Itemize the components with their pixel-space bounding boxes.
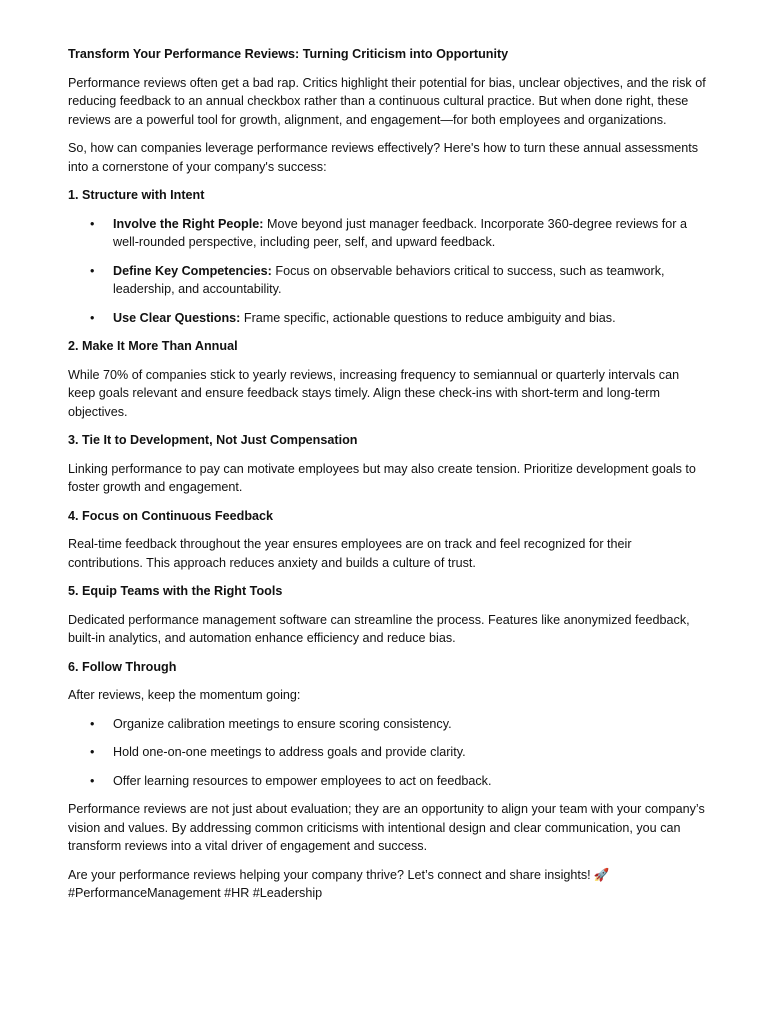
intro-paragraph-1: Performance reviews often get a bad rap. Critics highlight their potential for bias, unclear objectives, and the risk of reducing feedback to an annual checkbox rather than a continuous cultural practice. But when done right, these reviews are a powerful tool for growth, alignment, and engagement—for both employees and organizations. bbox=[68, 75, 706, 127]
section-1-list bbox=[68, 215, 708, 328]
section-5-paragraph: Dedicated performance management software can streamline the process. Features like anonymized feedback, built-in analytics, and automation enhance efficiency and reduce bias. bbox=[68, 612, 690, 645]
list-item-lead: Involve the Right People: bbox=[113, 216, 264, 231]
section-heading-6: 6. Follow Through bbox=[68, 659, 177, 674]
list-item-lead: Define Key Competencies: bbox=[113, 263, 272, 278]
list-item bbox=[68, 215, 708, 252]
cta-text: Are your performance reviews helping your company thrive? Let’s connect and share insights! bbox=[68, 867, 591, 882]
closing-paragraph: Performance reviews are not just about evaluation; they are an opportunity to align your team with your company’s vision and values. By addressing common criticisms with intentional design and clear communication, you can transform reviews into a vital driver of engagement and success. bbox=[68, 802, 705, 853]
section-heading-5: 5. Equip Teams with the Right Tools bbox=[68, 584, 283, 598]
list-item: • Offer learning resources to empower employees to act on feedback. bbox=[68, 772, 708, 791]
list-item bbox=[68, 309, 708, 328]
section-6-paragraph: After reviews, keep the momentum going: bbox=[68, 688, 301, 702]
section-heading-1: 1. Structure with Intent bbox=[68, 188, 205, 202]
section-4-paragraph: Real-time feedback throughout the year ensures employees are on track and feel recognized for their contributions. This approach reduces anxiety and builds a culture of trust. bbox=[68, 537, 632, 570]
list-item-text: Focus on observable behaviors critical to success, such as teamwork, leadership, and accountability. bbox=[113, 263, 665, 296]
list-item: • Organize calibration meetings to ensure scoring consistency. bbox=[68, 715, 708, 734]
hashtags: #PerformanceManagement #HR #Leadership bbox=[68, 886, 323, 900]
list-item bbox=[68, 262, 708, 299]
document-page bbox=[68, 45, 708, 913]
section-3-paragraph: Linking performance to pay can motivate employees but may also create tension. Prioritize development goals to foster growth and engagement. bbox=[68, 461, 696, 494]
intro-paragraph-2: So, how can companies leverage performance reviews effectively? Here's how to turn these annual assessments into a cornerstone of your company's success: bbox=[68, 141, 699, 174]
list-item-lead: Use Clear Questions: bbox=[113, 310, 241, 325]
section-2-paragraph: While 70% of companies stick to yearly reviews, increasing frequency to semiannual or quarterly intervals can keep goals relevant and ensure feedback stays timely. Align these check-ins with short-term and long-term objectives. bbox=[68, 367, 680, 419]
call-to-action bbox=[68, 866, 708, 903]
document-title: Transform Your Performance Reviews: Turning Criticism into Opportunity bbox=[68, 47, 509, 61]
rocket-icon: 🚀 bbox=[593, 867, 610, 882]
section-6-list bbox=[68, 715, 708, 791]
section-heading-4: 4. Focus on Continuous Feedback bbox=[68, 508, 274, 523]
list-item: • Hold one-on-one meetings to address goals and provide clarity. bbox=[68, 743, 708, 762]
list-item-text: Move beyond just manager feedback. Incorporate 360-degree reviews for a well-rounded perspective, including peer, self, and upward feedback. bbox=[113, 216, 687, 249]
section-heading-2: 2. Make It More Than Annual bbox=[68, 339, 238, 353]
list-item-text: Frame specific, actionable questions to reduce ambiguity and bias. bbox=[240, 310, 616, 325]
section-heading-3: 3. Tie It to Development, Not Just Compensation bbox=[68, 433, 358, 447]
